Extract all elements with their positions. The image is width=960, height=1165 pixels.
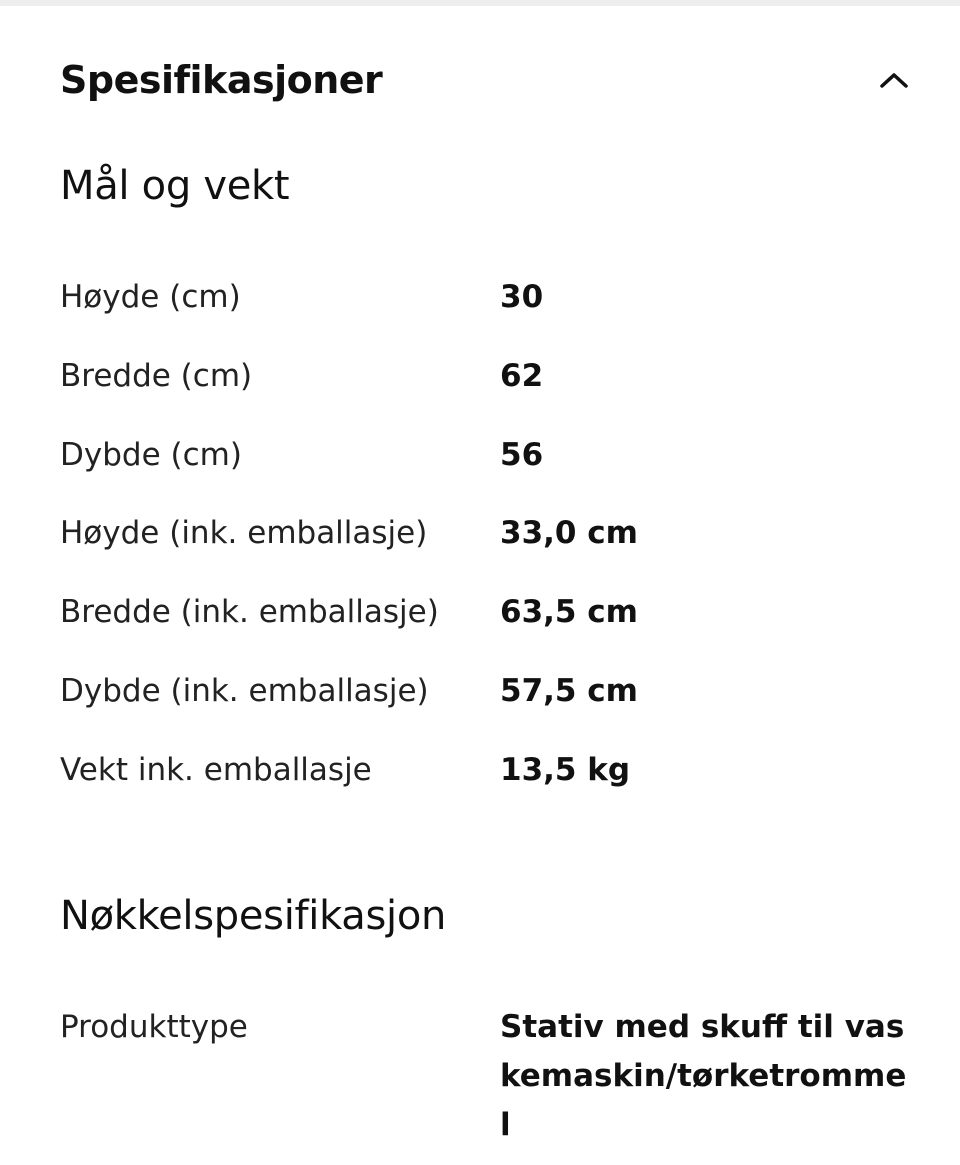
spec-value: 30: [500, 279, 544, 315]
spec-label: Høyde (ink. emballasje): [60, 515, 428, 551]
spec-row: [60, 752, 910, 788]
spec-value: Stativ med skuff til vaskemaskin/tørketrommel: [500, 1009, 907, 1143]
spec-value: 33,0 cm: [500, 515, 638, 551]
top-divider: [0, 0, 960, 6]
spec-label: Høyde (cm): [60, 279, 241, 315]
spec-value: 62: [500, 358, 544, 394]
spec-label: Dybde (cm): [60, 437, 242, 473]
specifications-title: Spesifikasjoner: [60, 58, 383, 102]
spec-value: 13,5 kg: [500, 752, 631, 788]
spec-label: Bredde (ink. emballasje): [60, 594, 439, 630]
spec-label: Produkttype: [60, 1009, 248, 1045]
section-heading-key-specification: Nøkkelspesifikasjon: [60, 893, 447, 939]
spec-row: [60, 437, 910, 473]
spec-row: [60, 515, 910, 551]
spec-label: Dybde (ink. emballasje): [60, 673, 429, 709]
section-heading-dimensions-weight: Mål og vekt: [60, 163, 290, 209]
spec-label: Bredde (cm): [60, 358, 253, 394]
spec-value: 63,5 cm: [500, 594, 638, 630]
spec-value: 56: [500, 437, 544, 473]
spec-row: [60, 594, 910, 630]
spec-row: [60, 1003, 910, 1150]
spec-row: [60, 358, 910, 394]
spec-value: 57,5 cm: [500, 673, 638, 709]
chevron-up-icon[interactable]: [872, 58, 916, 102]
specifications-accordion-header[interactable]: [60, 50, 910, 110]
spec-row: [60, 279, 910, 315]
spec-label: Vekt ink. emballasje: [60, 752, 372, 788]
spec-row: [60, 673, 910, 709]
